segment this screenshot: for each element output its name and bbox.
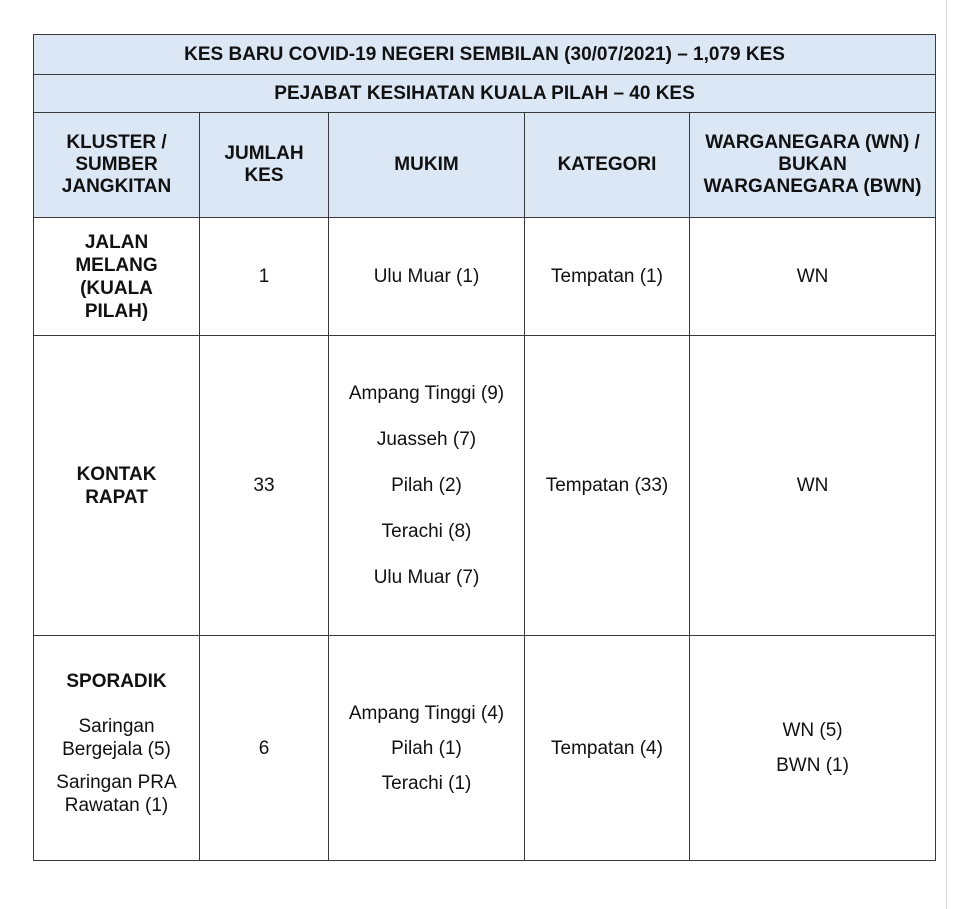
kluster-cell: KONTAK RAPAT bbox=[34, 336, 200, 636]
kategori-cell: Tempatan (4) bbox=[525, 636, 690, 861]
table-row bbox=[34, 636, 936, 861]
mukim-item: Ampang Tinggi (9) bbox=[348, 383, 505, 404]
mukim-item: Ampang Tinggi (4) bbox=[348, 702, 505, 724]
table-row bbox=[34, 336, 936, 636]
header-kluster: KLUSTER / SUMBER JANGKITAN bbox=[34, 113, 200, 218]
jumlah-cell: 33 bbox=[200, 336, 329, 636]
kluster-cell: JALAN MELANG (KUALA PILAH) bbox=[34, 218, 200, 336]
warga-item: BWN (1) bbox=[776, 755, 849, 776]
kluster-title: SPORADIK bbox=[66, 670, 167, 692]
mukim-item: Terachi (8) bbox=[381, 521, 472, 542]
warga-cell bbox=[690, 218, 936, 336]
header-warga: WARGANEGARA (WN) / BUKAN WARGANEGARA (BWN) bbox=[690, 113, 936, 218]
mukim-item: Pilah (2) bbox=[391, 475, 462, 496]
warga-item: WN (5) bbox=[782, 720, 843, 741]
mukim-cell bbox=[329, 336, 525, 636]
table-title: KES BARU COVID-19 NEGERI SEMBILAN (30/07/2021) – 1,079 KES bbox=[34, 35, 936, 75]
covid-cases-table bbox=[33, 34, 936, 861]
warga-cell bbox=[690, 636, 936, 861]
warga-item: WN bbox=[796, 266, 829, 287]
warga-cell bbox=[690, 336, 936, 636]
mukim-item: Terachi (1) bbox=[381, 772, 472, 794]
mukim-item: Ulu Muar (1) bbox=[373, 266, 480, 287]
mukim-cell bbox=[329, 636, 525, 861]
kluster-cell bbox=[34, 636, 200, 861]
mukim-cell bbox=[329, 218, 525, 336]
kategori-cell: Tempatan (1) bbox=[525, 218, 690, 336]
warga-item: WN bbox=[796, 475, 829, 496]
table-row bbox=[34, 218, 936, 336]
mukim-item: Juasseh (7) bbox=[376, 429, 477, 450]
table-subtitle: PEJABAT KESIHATAN KUALA PILAH – 40 KES bbox=[34, 75, 936, 113]
header-kategori: KATEGORI bbox=[525, 113, 690, 218]
kluster-sub-item: Saringan PRA Rawatan (1) bbox=[56, 771, 177, 816]
mukim-item: Ulu Muar (7) bbox=[373, 567, 480, 588]
kategori-cell: Tempatan (33) bbox=[525, 336, 690, 636]
header-row bbox=[34, 113, 936, 218]
page-edge-line bbox=[946, 0, 947, 909]
kluster-sub-item: Saringan Bergejala (5) bbox=[62, 715, 171, 760]
jumlah-cell: 6 bbox=[200, 636, 329, 861]
jumlah-cell: 1 bbox=[200, 218, 329, 336]
header-jumlah: JUMLAH KES bbox=[200, 113, 329, 218]
mukim-item: Pilah (1) bbox=[391, 737, 462, 759]
header-mukim: MUKIM bbox=[329, 113, 525, 218]
